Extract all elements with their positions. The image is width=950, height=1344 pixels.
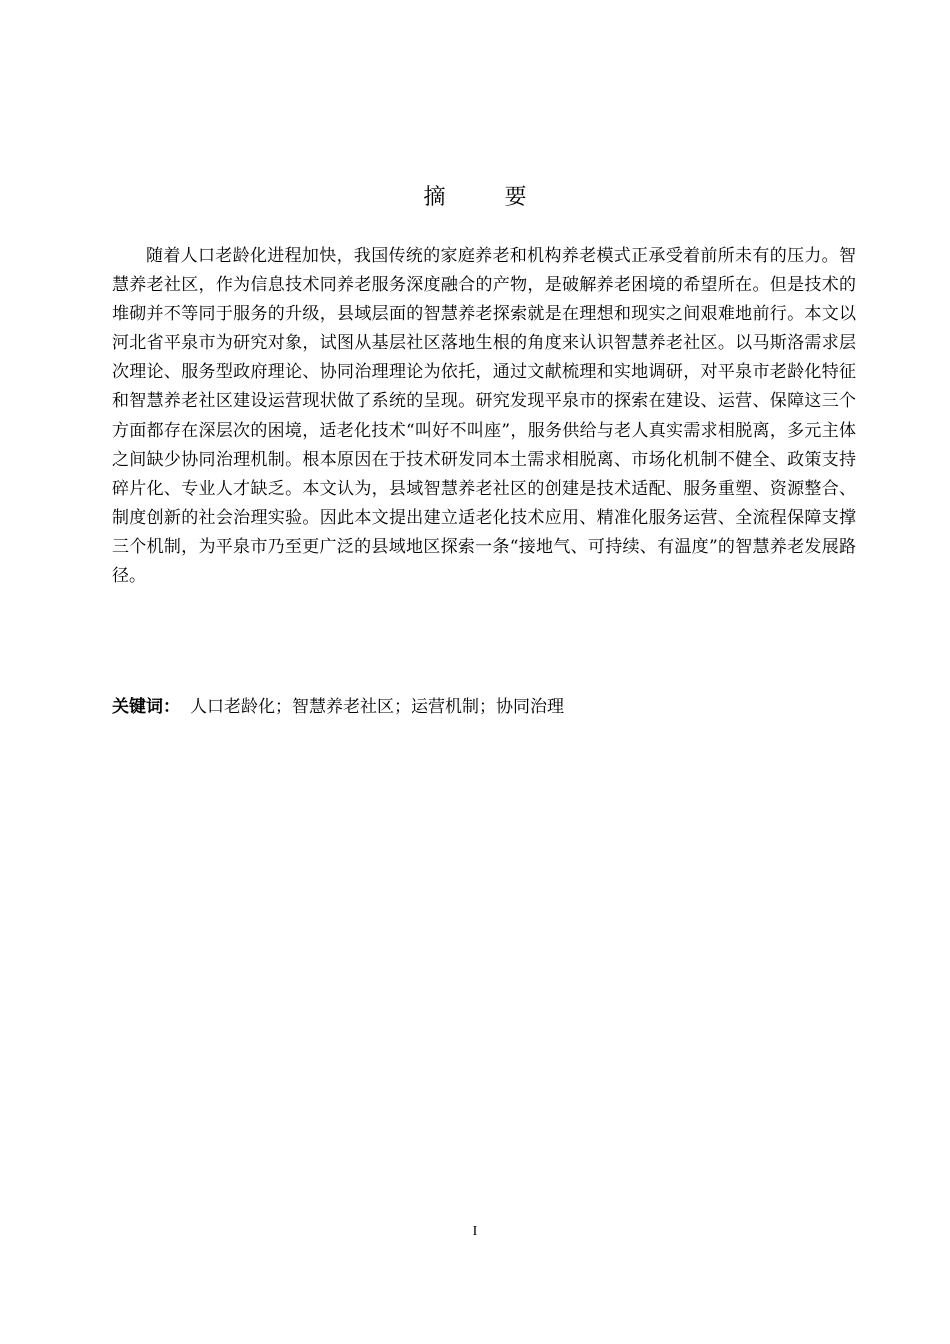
- keywords-line: [112, 694, 856, 720]
- page-number: I: [472, 1224, 478, 1239]
- abstract-title: 摘 要: [423, 185, 553, 210]
- keywords-label: 关键词：: [112, 697, 180, 717]
- keywords-text: 人口老龄化；智慧养老社区；运营机制；协同治理: [190, 697, 564, 717]
- abstract-body: 随着人口老龄化进程加快，我国传统的家庭养老和机构养老模式正承受着前所未有的压力。智慧养老社区，作为信息技术同养老服务深度融合的产物，是破解养老困境的希望所在。但是技术的堆砌并不等同于服务的升级，县域层面的智慧养老探索就是在理想和现实之间艰难地前行。本文以河北省平泉市为研究对象，试图从基层社区落地生根的角度来认识智慧养老社区。以马斯洛需求层次理论、服务型政府理论、协同治理理论为依托，通过文献梳理和实地调研，对平泉市老龄化特征和智慧养老社区建设运营现状做了系统的呈现。研究发现平泉市的探索在建设、运营、保障这三个方面都存在深层次的困境，适老化技术“叫好不叫座”，服务供给与老人真实需求相脱离，多元主体之间缺少协同治理机制。根本原因在于技术研发同本土需求相脱离、市场化机制不健全、政策支持碎片化、专业人才缺乏。本文认为，县域智慧养老社区的创建是技术适配、服务重塑、资源整合、制度创新的社会治理实验。因此本文提出建立适老化技术应用、精准化服务运营、全流程保障支撑三个机制，为平泉市乃至更广泛的县域地区探索一条“接地气、可持续、有温度”的智慧养老发展路径。: [112, 246, 856, 587]
